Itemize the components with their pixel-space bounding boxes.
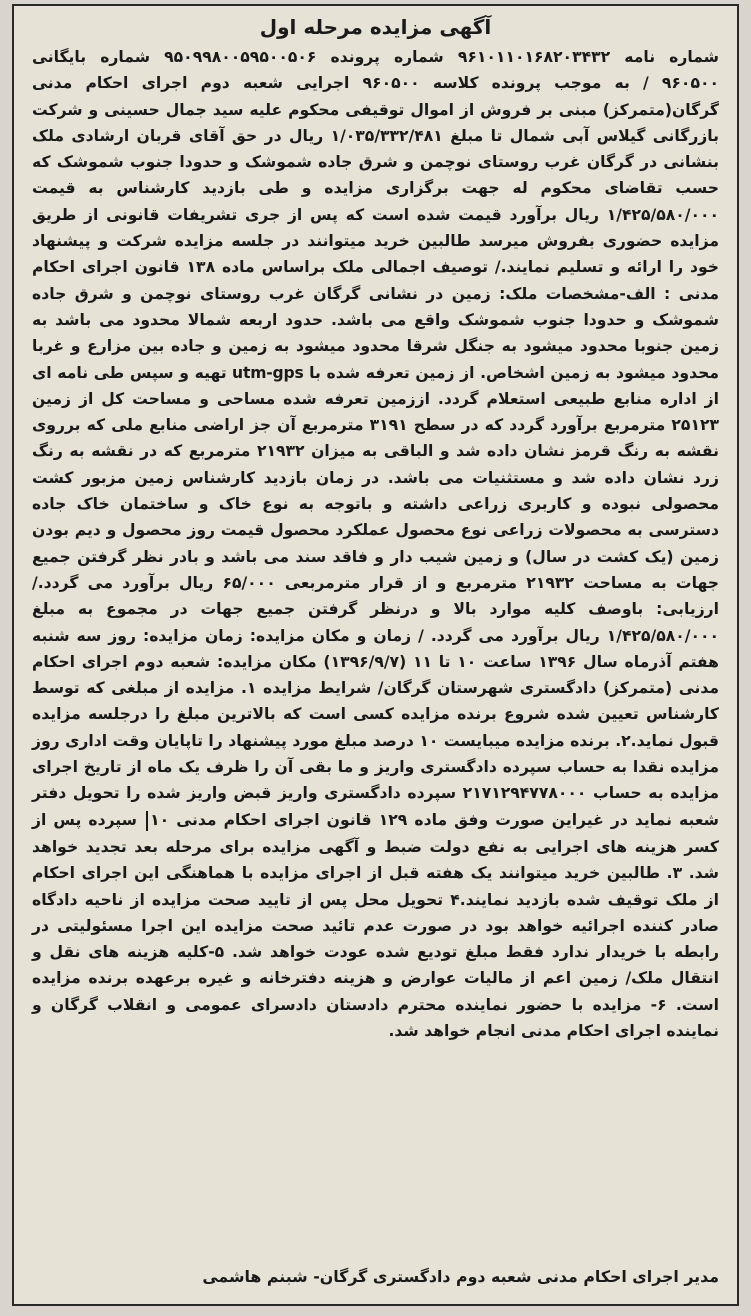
notice-signature: مدیر اجرای احکام مدنی شعبه دوم دادگستری گرگان- شبنم هاشمی: [202, 1267, 719, 1286]
notice-body-part-1: شماره نامه ۹۶۱۰۱۱۰۱۶۸۲۰۳۴۳۲ شماره پرونده ۹۵۰۹۹۸۰۰۵۹۵۰۰۵۰۶ شماره بایگانی ۹۶۰۵۰۰ / به موجب پرونده کلاسه ۹۶۰۵۰۰ اجرایی شعبه دوم اجرای احکام مدنی گرگان(متمرکز) مبنی بر فروش از اموال توقیفی محکوم علیه سید جمال حسینی و شرکت بازرگانی گیلاس آبی شمال تا مبلغ ۱/۰۳۵/۳۳۲/۴۸۱ ریال در حق آقای قربان ارشادی ملک بنشانی در گرگان غرب روستای نوچمن و شرق جاده شموشک و حدودا جنوب شموشک که حسب تقاضای محکوم له جهت برگزاری مزایده و طی بازدید کارشناس به قیمت ۱/۴۲۵/۵۸۰/۰۰۰ ریال برآورد قیمت شده است که پس از جری تشریفات قانونی از طریق مزایده حضوری بفروش میرسد طالبین خرید میتوانند در جلسه مزایده شرکت و پیشنهاد خود را ارائه و تسلیم نمایند./ توصیف اجمالی ملک براساس ماده ۱۳۸ قانون اجرای احکام مدنی : الف-مشخصات ملک: زمین در نشانی گرگان غرب روستای نوچمن و شرق جاده شموشک و حدودا جنوب شموشک واقع می باشد. حدود اربعه شمالا محدود می باشد به زمین جنوبا محدود میشود به جنگل شرقا محدود میشود به زمین و جاده بین مزارع و غربا محدود میشود به زمین اشخاص. از زمین تعرفه شده با utm-gps تهیه و سپس طی نامه ای از اداره منابع طبیعی استعلام گردد. اززمین تعرفه شده مساحی و مساحت کل از زمین ۲۵۱۲۳ مترمربع برآورد گردد که در سطح ۳۱۹۱ مترمربع آن جز اراضی منابع ملی که برروی نقشه به رنگ قرمز نشان داده شد و الباقی به میزان ۲۱۹۳۲ مترمربع که در نقشه به رنگ زرد نشان داده شد و مستثنیات می باشد. در زمان بازدید کارشناس زمین مزبور کشت محصولی نبوده و کاربری زراعی داشته و باتوجه به نوع خاک و ساختمان خاک جاده دسترسی به محصولات زراعی نوع محصول عملکرد محصول قیمت روز محصول و دیم بودن زمین (یک کشت در سال) و زمین شیب دار و فاقد سند می باشد و بادر نظر گرفتن جمیع جهات به مساحت ۲۱۹۳۲ مترمربع و از قرار مترمربعی ۶۵/۰۰۰ ریال برآورد می گردد./ارزیابی: باوصف کلیه موارد بالا و درنظر گرفتن جمیع جهات در مجموع به مبلغ ۱/۴۲۵/۵۸۰/۰۰۰ ریال برآورد می گردد. / زمان و مکان مزایده: زمان مزایده: روز سه شنبه هفتم آذرماه سال ۱۳۹۶ ساعت ۱۰ تا ۱۱ (۱۳۹۶/۹/۷) مکان مزایده: شعبه دوم اجرای احکام مدنی (متمرکز) دادگستری شهرستان گرگان/ شرایط مزایده ۱. مزایده از مبلغی که توسط کارشناس تعیین شده شروع برنده مزایده کسی است که بالاترین مبلغ را درجلسه مزایده قبول نماید.۲. برنده مزایده میبایست ۱۰ درصد مبلغ مورد پیشنهاد را تاپایان وقت اداری روز مزایده نقدا به حساب سپرده دادگستری واریز و ما بقی آن را ظرف یک ماه از تاریخ اجرای مزایده به حساب ۲۱۷۱۲۹۴۷۷۸۰۰۰ سپرده دادگستری واریز قبض واریز شده را تحویل دفتر شعبه نماید در غیراین صورت وفق ماده ۱۲۹ قانون اجرای احکام مدنی ۱۰: [32, 48, 720, 829]
checkbox-square-icon: [146, 811, 148, 831]
newspaper-notice: [12, 4, 739, 1306]
notice-body-part-2: سپرده پس از کسر هزینه های اجرایی به نفع دولت ضبط و آگهی مزایده برای مرحله بعد تجدید خواهد شد. ۳. طالبین خرید میتوانند یک هفته قبل از اجرای مزایده با هماهنگی این اجرای احکام از ملک توقیف شده بازدید نمایند.۴ تحویل محل پس از تایید صحت مزایده از ناحیه دادگاه صادر کننده اجرائیه خواهد بود در صورت عدم تائید صحت مزایده این اجرا مسئولیتی در رابطه با خریدار ندارد فقط مبلغ تودیع شده عودت خواهد شد. ۵-کلیه هزینه های نقل و انتقال ملک/ زمین اعم از مالیات عوارض و هزینه دفترخانه و غیره برعهده برنده مزایده است. ۶- مزایده با حضور نماینده محترم دادستان دادسرای عمومی و انقلاب گرگان و نماینده اجرای احکام مدنی انجام خواهد شد.: [32, 810, 719, 1040]
notice-body: [32, 44, 719, 1044]
notice-title: آگهی مزایده مرحله اول: [259, 15, 492, 39]
